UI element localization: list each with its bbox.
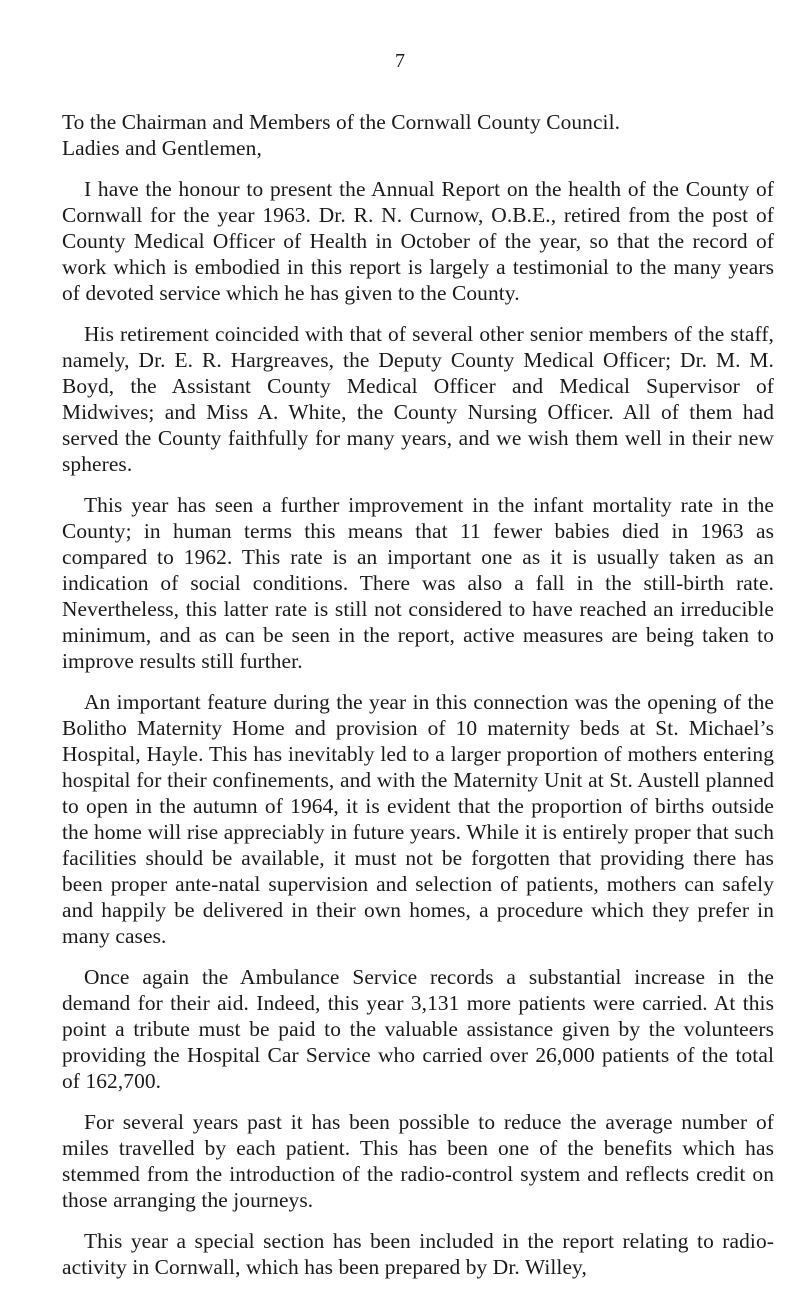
paragraph-infant-mortality: This year has seen a further improvement in the infant mortality rate in the County; in human terms this means that 11 fewer babies died in 1963 as compared to 1962. This rate is an important one as it is usually taken as an indication of social conditions. There was also a fall in the still-birth rate. Nevertheless, this latter rate is still not considered to have reached an irreducible minimum, and as can be seen in the report, active measures are being taken to improve results still further. (62, 493, 774, 673)
paragraph-radio-activity: This year a special section has been included in the report relating to radio-activity in Cornwall, which has been prepared by Dr. Willey, (62, 1229, 774, 1279)
salutation-addressee: To the Chairman and Members of the Cornwall County Council. (62, 110, 621, 134)
paragraph-mileage-reduction: For several years past it has been possible to reduce the average number of miles travelled by each patient. This has been one of the benefits which has stemmed from the introduction of the radio-control system and reflects credit on those arranging the journeys. (62, 1110, 774, 1212)
paragraph-ambulance-service: Once again the Ambulance Service records a substantial increase in the demand for their aid. Indeed, this year 3,131 more patients were carried. At this point a tribute must be paid to the valuable assistance given by the volunteers providing the Hospital Car Service who carried over 26,000 patients of the total of 162,700. (62, 965, 774, 1093)
page-number: 7 (395, 50, 405, 72)
salutation-greeting: Ladies and Gentlemen, (62, 136, 262, 160)
paragraph-maternity-provision: An important feature during the year in this connection was the opening of the Bolitho Maternity Home and provision of 10 maternity beds at St. Michael’s Hospital, Hayle. This has inevitably led to a larger proportion of mothers entering hospital for their confinements, and with the Maternity Unit at St. Austell planned to open in the autumn of 1964, it is evident that the proportion of births outside the home will rise appreciably in future years. While it is entirely proper that such facilities should be available, it must not be forgotten that providing there has been proper ante-natal supervision and selection of patients, mothers can safely and happily be delivered in their own homes, a procedure which they prefer in many cases. (62, 690, 774, 948)
salutation (62, 109, 774, 161)
letter-body (62, 109, 774, 1280)
paragraph-annual-report: I have the honour to present the Annual Report on the health of the County of Cornwall for the year 1963. Dr. R. N. Curnow, O.B.E., retired from the post of County Medical Officer of Health in October of the year, so that the record of work which is embodied in this report is largely a testimonial to the many years of devoted service which he has given to the County. (62, 177, 774, 305)
paragraph-staff-retirements: His retirement coincided with that of several other senior members of the staff, namely, Dr. E. R. Hargreaves, the Deputy County Medical Officer; Dr. M. M. Boyd, the Assistant County Medical Officer and Medical Supervisor of Midwives; and Miss A. White, the County Nursing Officer. All of them had served the County faithfully for many years, and we wish them well in their new spheres. (62, 322, 774, 476)
